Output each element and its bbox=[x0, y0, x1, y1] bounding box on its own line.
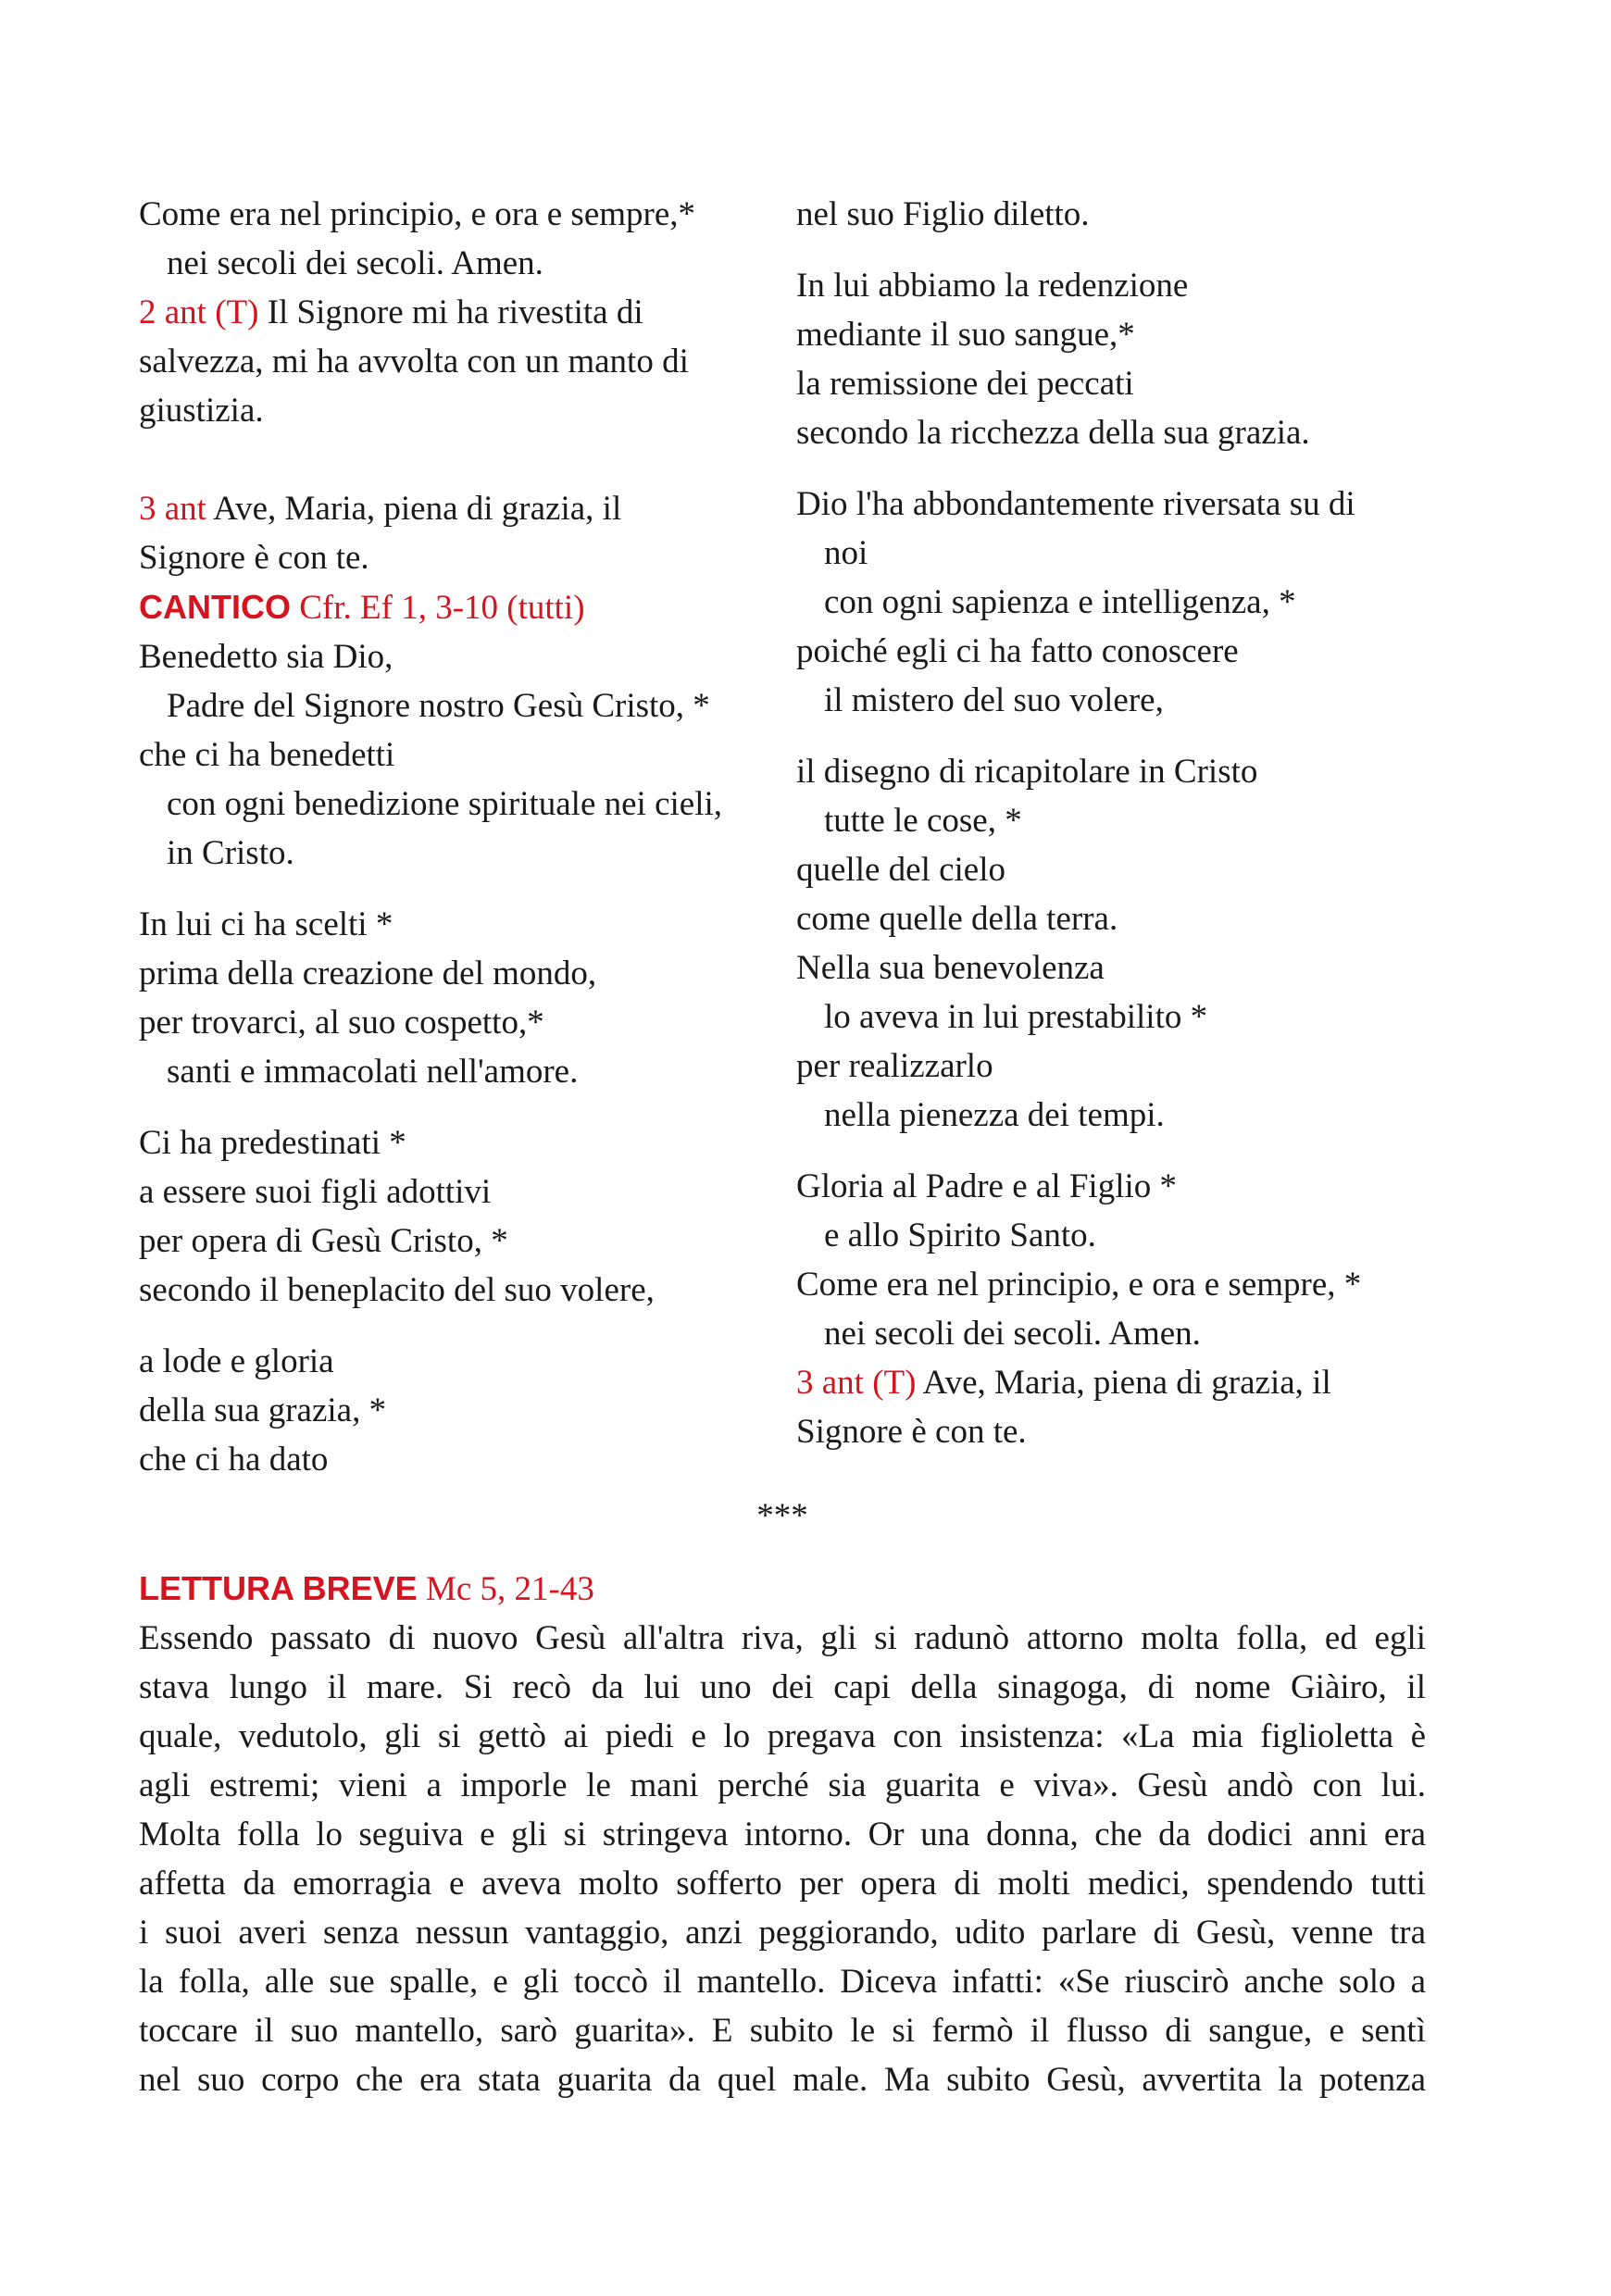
verse-line: la remissione dei peccati bbox=[796, 365, 1134, 403]
verse-line: nel suo Figlio diletto. bbox=[796, 195, 1090, 233]
two-columns bbox=[139, 190, 1426, 1484]
verse-line: nei secoli dei secoli. Amen. bbox=[824, 1315, 1201, 1353]
verse-line: noi bbox=[824, 534, 868, 572]
verse-line: Dio l'ha abbondantemente riversata su di bbox=[796, 485, 1355, 523]
reading-body bbox=[139, 1614, 1426, 2104]
verse-line: mediante il suo sangue,* bbox=[796, 316, 1135, 354]
verse-line: della sua grazia, * bbox=[139, 1391, 387, 1429]
verse-line: In lui abbiamo la redenzione bbox=[796, 267, 1189, 305]
reading-line: affetta da emorragia e aveva molto sofferto per opera di molti medici, spendendo tutti bbox=[139, 1865, 1426, 1903]
reading-line: nel suo corpo che era stata guarita da quel male. Ma subito Gesù, avvertita la potenza bbox=[139, 2061, 1426, 2099]
verse-line: Benedetto sia Dio, bbox=[139, 638, 393, 676]
antiphon-label: 3 ant bbox=[139, 490, 206, 528]
reading-line: Essendo passato di nuovo Gesù all'altra riva, gli si radunò attorno molta folla, ed egli bbox=[139, 1619, 1426, 1657]
verse-line: a lode e gloria bbox=[139, 1342, 334, 1380]
verse-line: santi e immacolati nell'amore. bbox=[167, 1053, 579, 1091]
verse-line: il disegno di ricapitolare in Cristo bbox=[796, 753, 1258, 791]
page bbox=[139, 190, 1426, 2104]
short-reading bbox=[139, 1564, 1426, 2104]
doxology-line: Come era nel principio, e ora e sempre,* bbox=[139, 195, 696, 233]
verse-line: a essere suoi figli adottivi bbox=[139, 1173, 492, 1211]
reading-line: quale, vedutolo, gli si gettò ai piedi e lo pregava con insistenza: «La mia figlioletta è bbox=[139, 1717, 1426, 1755]
reading-line: la folla, alle sue spalle, e gli toccò il mantello. Diceva infatti: «Se riuscirò anche solo a bbox=[139, 1963, 1426, 2001]
antiphon-3-repeat: 3 ant (T) Ave, Maria, piena di grazia, il bbox=[796, 1364, 1331, 1402]
antiphon-line: salvezza, mi ha avvolta con un manto di bbox=[139, 343, 689, 381]
antiphon-line: Signore è con te. bbox=[796, 1413, 1027, 1451]
reading-line: Molta folla lo seguiva e gli si stringeva intorno. Or una donna, che da dodici anni era bbox=[139, 1816, 1426, 1853]
antiphon-line: Signore è con te. bbox=[139, 539, 369, 577]
right-column bbox=[796, 190, 1426, 1484]
reading-line: i suoi averi senza nessun vantaggio, anzi peggiorando, udito parlare di Gesù, venne tra bbox=[139, 1914, 1426, 1952]
section-separator: *** bbox=[756, 1497, 808, 1535]
verse-line: che ci ha dato bbox=[139, 1441, 329, 1479]
verse-line: che ci ha benedetti bbox=[139, 736, 395, 774]
reading-line: stava lungo il mare. Si recò da lui uno dei capi della sinagoga, di nome Giàiro, il bbox=[139, 1668, 1426, 1706]
verse-line: e allo Spirito Santo. bbox=[824, 1217, 1096, 1254]
verse-line: lo aveva in lui prestabilito * bbox=[824, 998, 1208, 1036]
verse-line: per realizzarlo bbox=[796, 1047, 993, 1085]
reading-label: LETTURA BREVE bbox=[139, 1569, 418, 1607]
verse-line: per opera di Gesù Cristo, * bbox=[139, 1222, 508, 1260]
reading-ref: Mc 5, 21-43 bbox=[417, 1570, 594, 1608]
verse-line: Gloria al Padre e al Figlio * bbox=[796, 1167, 1178, 1205]
verse-line: Nella sua benevolenza bbox=[796, 949, 1105, 987]
verse-line: secondo la ricchezza della sua grazia. bbox=[796, 414, 1310, 452]
verse-line: nella pienezza dei tempi. bbox=[824, 1096, 1165, 1134]
verse-line: in Cristo. bbox=[167, 834, 294, 872]
verse-line: Ci ha predestinati * bbox=[139, 1124, 406, 1162]
verse-line: Come era nel principio, e ora e sempre, * bbox=[796, 1266, 1362, 1304]
verse-line: prima della creazione del mondo, bbox=[139, 955, 597, 992]
cantico-heading bbox=[139, 582, 768, 632]
antiphon-label: 3 ant (T) bbox=[796, 1364, 917, 1402]
reading-heading bbox=[139, 1564, 1426, 1614]
antiphon-label: 2 ant (T) bbox=[139, 293, 259, 331]
verse-line: come quelle della terra. bbox=[796, 900, 1118, 938]
antiphon-2: 2 ant (T) Il Signore mi ha rivestita di bbox=[139, 293, 643, 331]
verse-line: per trovarci, al suo cospetto,* bbox=[139, 1004, 544, 1042]
verse-line: tutte le cose, * bbox=[824, 802, 1022, 840]
reading-line: agli estremi; vieni a imporle le mani perché sia guarita e viva». Gesù andò con lui. bbox=[139, 1766, 1426, 1804]
antiphon-3: 3 ant Ave, Maria, piena di grazia, il bbox=[139, 490, 622, 528]
verse-line: con ogni benedizione spirituale nei cieli, bbox=[167, 785, 723, 823]
verse-line: quelle del cielo bbox=[796, 851, 1006, 889]
reading-line: toccare il suo mantello, sarò guarita». E subito le si fermò il flusso di sangue, e sentì bbox=[139, 2012, 1426, 2050]
doxology-line: nei secoli dei secoli. Amen. bbox=[167, 244, 543, 282]
verse-line: con ogni sapienza e intelligenza, * bbox=[824, 583, 1296, 621]
left-column bbox=[139, 190, 768, 1484]
cantico-label: CANTICO bbox=[139, 588, 291, 626]
verse-line: secondo il beneplacito del suo volere, bbox=[139, 1271, 655, 1309]
cantico-ref: Cfr. Ef 1, 3-10 (tutti) bbox=[291, 589, 585, 627]
verse-line: Padre del Signore nostro Gesù Cristo, * bbox=[167, 687, 710, 725]
verse-line: poiché egli ci ha fatto conoscere bbox=[796, 632, 1239, 670]
verse-line: il mistero del suo volere, bbox=[824, 681, 1164, 719]
antiphon-line: giustizia. bbox=[139, 392, 264, 430]
verse-line: In lui ci ha scelti * bbox=[139, 905, 393, 943]
